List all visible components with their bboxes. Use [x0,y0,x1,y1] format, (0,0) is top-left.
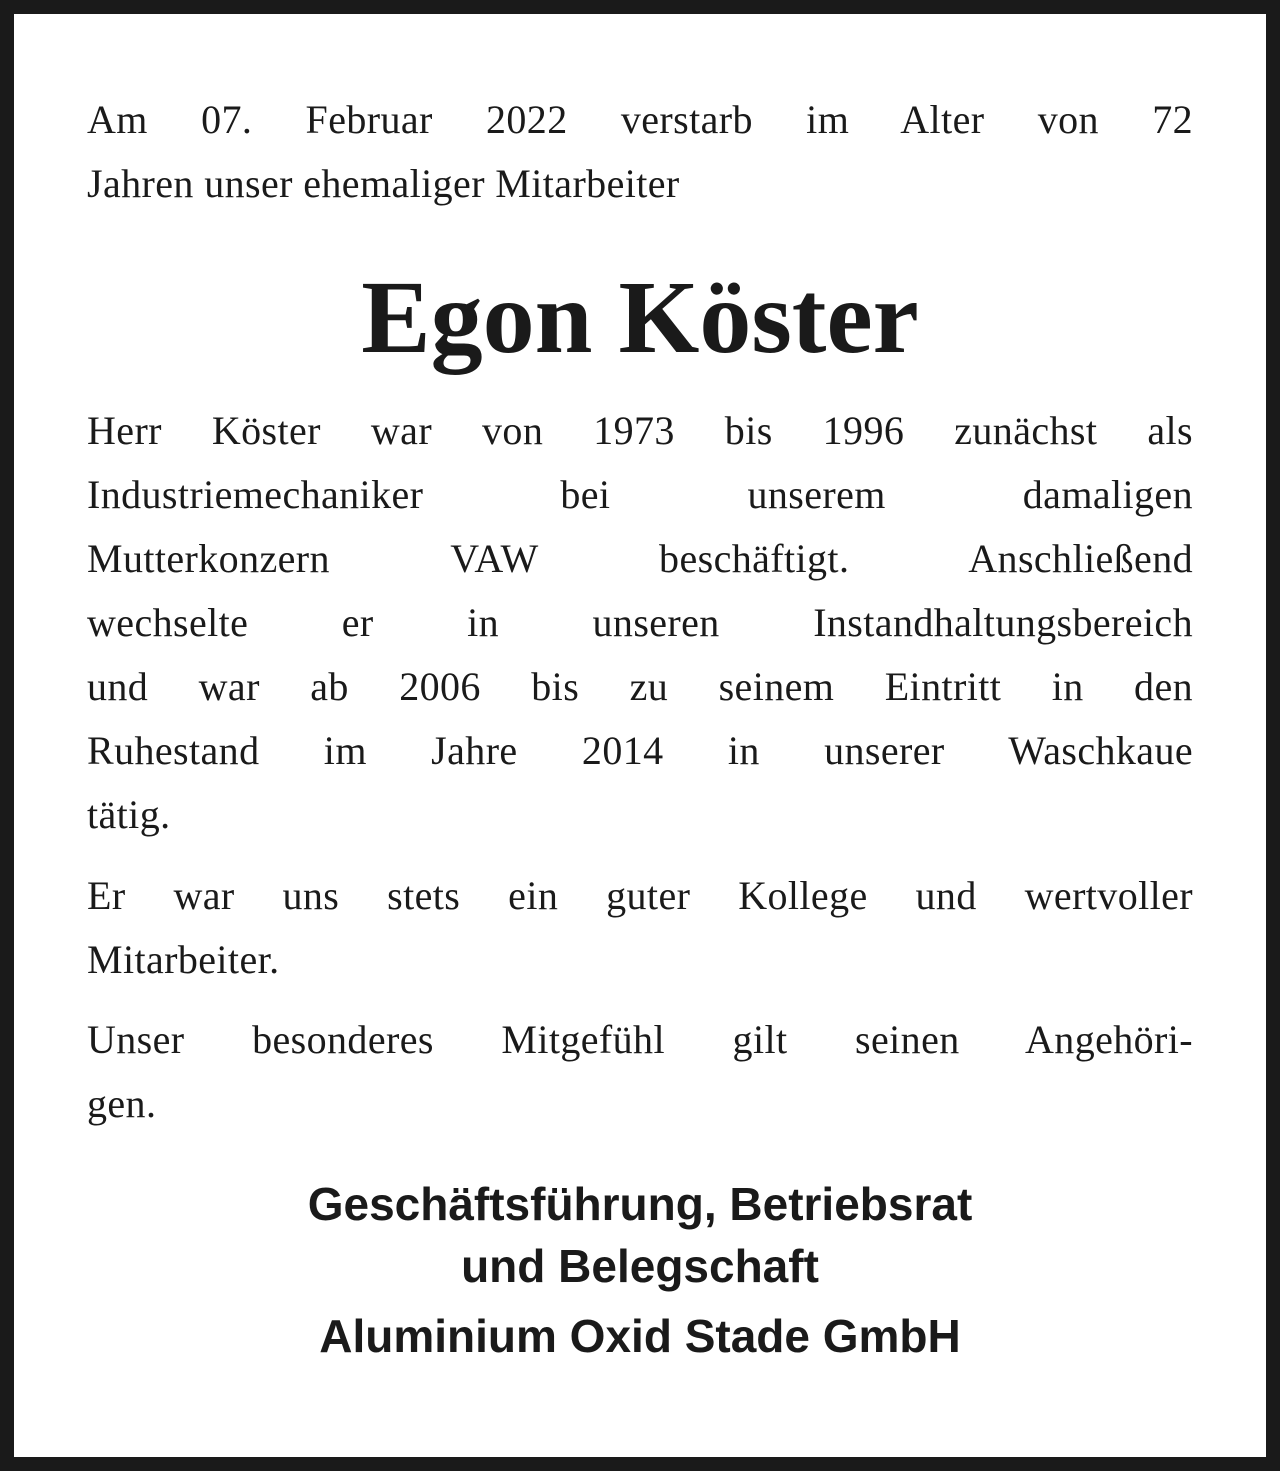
intro-line: Am 07. Februar 2022 verstarb im Alter von 72 [87,97,1193,142]
bio-line: Ruhestand im Jahre 2014 in unserer Waschkaue [87,728,1193,773]
bio-line: wechselte er in unseren Instandhaltungsbereich [87,600,1193,645]
colleague-line: Mitarbeiter. [87,937,280,982]
bio-paragraph [87,399,1193,847]
signature-line-1: Geschäftsführung, Betriebsrat [307,1178,973,1230]
sympathy-line: gen. [87,1081,157,1126]
deceased-name: Egon Köster [361,260,919,375]
bio-line: und war ab 2006 bis zu seinem Eintritt in den [87,664,1193,709]
company-name: Aluminium Oxid Stade GmbH [319,1310,961,1362]
signature-line-2: und Belegschaft [461,1240,819,1292]
sympathy-paragraph [87,1008,1193,1136]
sympathy-line: Unser besonderes Mitgefühl gilt seinen Angehöri- [87,1017,1193,1062]
bio-line: tätig. [87,792,171,837]
intro-paragraph [87,88,1193,216]
intro-line: Jahren unser ehemaliger Mitarbeiter [87,161,680,206]
bio-line: Mutterkonzern VAW beschäftigt. Anschließend [87,536,1193,581]
colleague-paragraph [87,864,1193,992]
bio-line: Industriemechaniker bei unserem damaligen [87,472,1193,517]
colleague-line: Er war uns stets ein guter Kollege und wertvoller [87,873,1193,918]
bio-line: Herr Köster war von 1973 bis 1996 zunächst als [87,408,1193,453]
